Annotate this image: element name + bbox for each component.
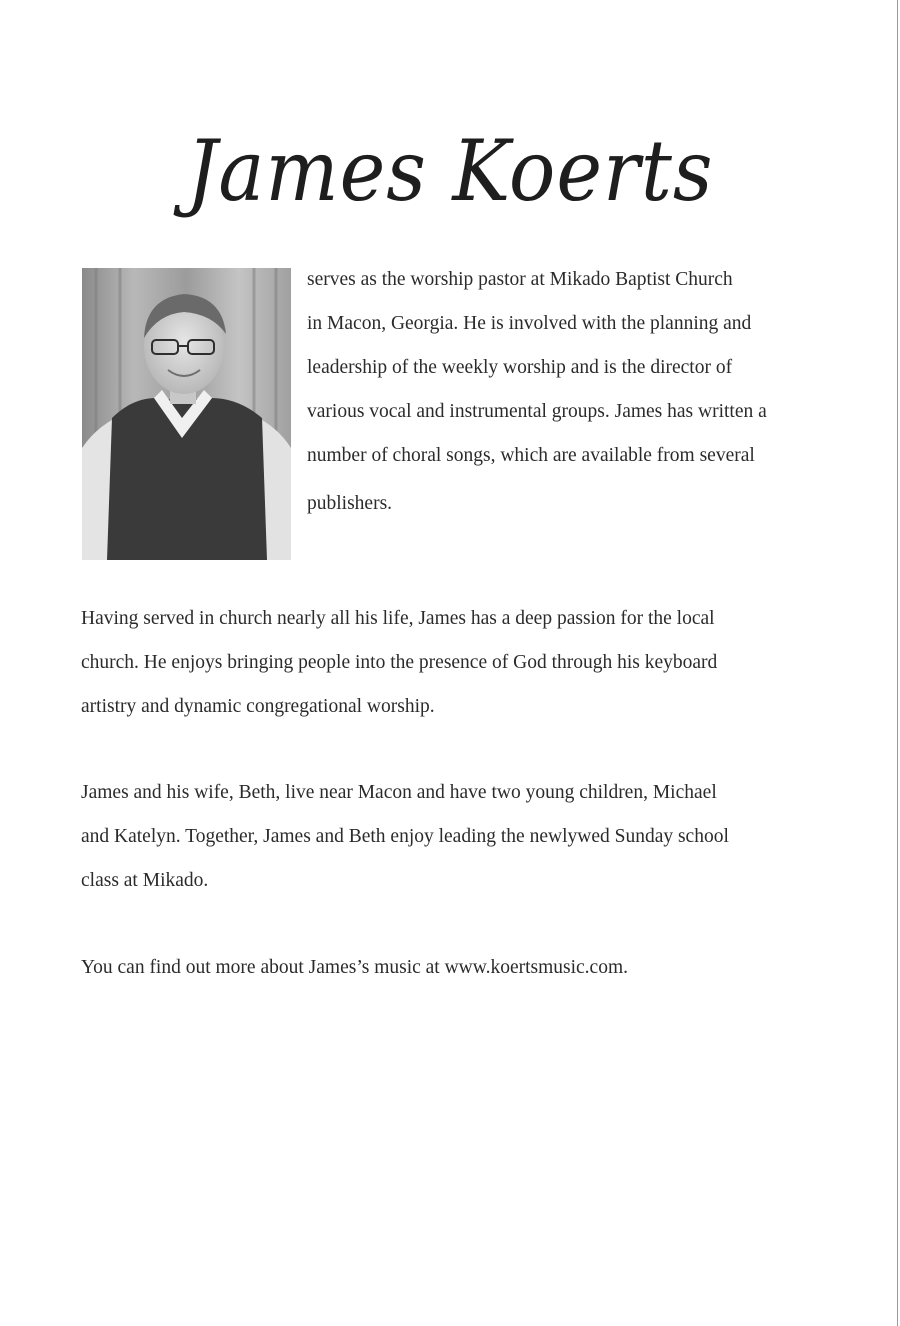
paragraph-line: artistry and dynamic congregational worship. — [81, 696, 435, 717]
paragraph-line: church. He enjoys bringing people into the presence of God through his keyboard — [81, 652, 718, 673]
portrait-photo-icon — [82, 268, 291, 560]
intro-line: various vocal and instrumental groups. James has written a — [307, 401, 767, 422]
intro-line: serves as the worship pastor at Mikado Baptist Church — [307, 269, 733, 290]
paragraph-line: class at Mikado. — [81, 870, 209, 891]
intro-line: publishers. — [307, 493, 393, 514]
page-title: James Koerts — [186, 122, 714, 220]
paragraph-line: and Katelyn. Together, James and Beth enjoy leading the newlywed Sunday school — [81, 826, 729, 847]
intro-line: number of choral songs, which are available from several — [307, 445, 755, 466]
intro-text — [307, 258, 847, 526]
paragraph-family — [81, 771, 841, 903]
paragraph-line: You can find out more about James’s music at www.koertsmusic.com. — [81, 957, 629, 978]
paragraph-ministry — [81, 597, 841, 729]
intro-line: leadership of the weekly worship and is the director of — [307, 357, 733, 378]
paragraph-line: Having served in church nearly all his life, James has a deep passion for the local — [81, 608, 715, 629]
page-edge-line — [897, 0, 898, 1326]
author-photo — [82, 268, 291, 560]
paragraph-line: James and his wife, Beth, live near Macon and have two young children, Michael — [81, 782, 717, 803]
paragraph-website — [81, 946, 841, 990]
intro-line: in Macon, Georgia. He is involved with the planning and — [307, 313, 752, 334]
